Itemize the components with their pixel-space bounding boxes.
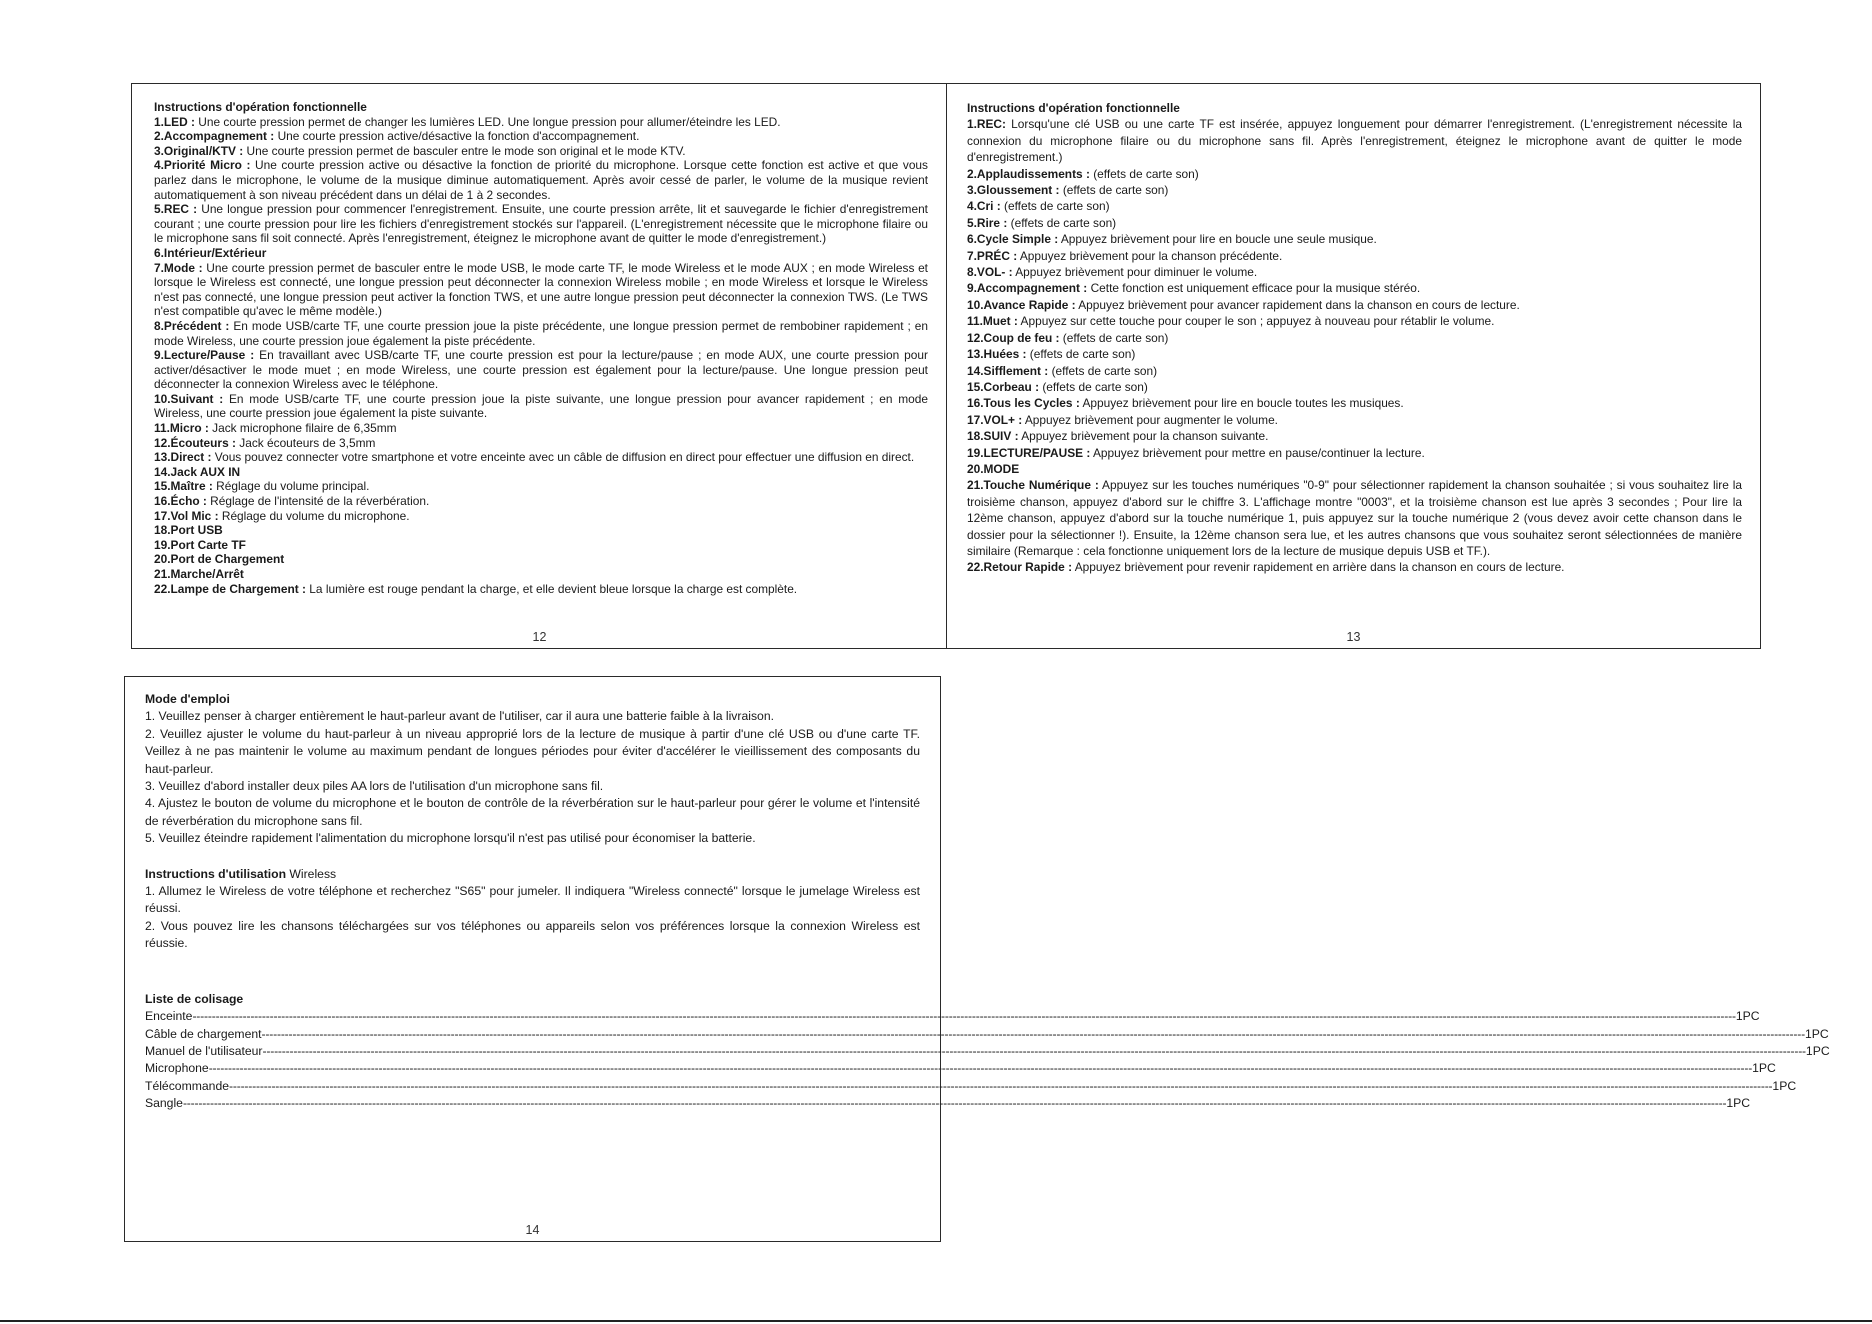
instruction-label: 12.Écouteurs : [154, 435, 236, 450]
instruction-label: 18.Port USB [154, 523, 223, 538]
instruction-item [154, 509, 928, 524]
instruction-item [154, 129, 928, 144]
packing-item-name: Manuel de l'utilisateur [145, 1043, 263, 1058]
instruction-text: (effets de carte son) [1007, 215, 1117, 230]
instruction-text: Appuyez brièvement pour revenir rapidement en arrière dans la chanson en cours de lecture. [1072, 560, 1565, 575]
packing-item-qty: 1PC [1805, 1043, 1830, 1058]
instruction-text: Appuyez brièvement pour diminuer le volume. [1012, 265, 1258, 280]
instruction-item [967, 182, 1742, 198]
instruction-item [967, 445, 1742, 461]
mode-item: 4. Ajustez le bouton de volume du microphone et le bouton de contrôle de la réverbération sur le haut-parleur pour gérer le volume et l'intensité de réverbération du microphone sans fil. [145, 796, 920, 828]
instruction-label: 16.Tous les Cycles : [967, 396, 1080, 411]
instruction-label: 11.Muet : [967, 314, 1018, 329]
instruction-label: 7.Mode : [154, 260, 203, 275]
mode-item: 5. Veuillez éteindre rapidement l'alimentation du microphone lorsqu'il n'est pas utilisé pour économiser la batterie. [145, 831, 756, 846]
instruction-label: 22.Lampe de Chargement : [154, 581, 306, 596]
instruction-item [154, 246, 928, 261]
instruction-label: 17.Vol Mic : [154, 508, 219, 523]
instruction-item [154, 158, 928, 202]
packing-item-qty: 1PC [1735, 1009, 1760, 1024]
instruction-text: En travaillant avec USB/carte TF, une courte pression est pour la lecture/pause ; en mode AUX, une courte pression pour activer/désactiver le mode muet ; en mode Wireless, une courte pression est également pour la lecture/pause. Une longue pression peut déconnecter la connexion Wireless avec le téléphone. [154, 348, 928, 392]
instruction-text: Une courte pression active/désactive la fonction d'accompagnement. [274, 129, 640, 144]
dotted-leader: ---------------------------------------------------------------------------------------------------------------------------------------------------------------------------------------------------------------------------------------------------------------------------------------------------------------------------------------------------------------------------------------------------------------- [192, 1009, 1736, 1024]
manual-page-14 [124, 676, 1830, 1242]
packing-row [145, 1095, 1751, 1112]
instruction-text: Appuyez brièvement pour augmenter le volume. [1022, 412, 1278, 427]
instruction-item [154, 552, 928, 567]
packing-heading: Liste de colisage [145, 991, 244, 1006]
instruction-item [967, 428, 1742, 444]
instruction-item [967, 395, 1742, 411]
wireless-item: 2. Vous pouvez lire les chansons téléchargées sur vos téléphones ou appareils selon vos préférences lorsque la connexion Wireless est réussie. [145, 918, 920, 951]
instruction-label: 5.REC : [154, 202, 198, 217]
instruction-label: 6.Cycle Simple : [967, 232, 1059, 247]
instruction-item [154, 465, 928, 480]
instruction-item [967, 280, 1742, 296]
instruction-text: (effets de carte son) [1089, 166, 1199, 181]
page-13-content [967, 100, 1742, 576]
instruction-item [154, 202, 928, 246]
instruction-item [967, 346, 1742, 362]
instruction-item [967, 297, 1742, 313]
instruction-text: (effets de carte son) [1059, 183, 1169, 198]
instruction-label: 9.Lecture/Pause : [154, 348, 255, 363]
instruction-item [154, 115, 928, 130]
instruction-text: (effets de carte son) [1048, 363, 1158, 378]
page-edge-line [0, 1320, 1872, 1322]
instruction-text: (effets de carte son) [1039, 379, 1148, 394]
packing-item-name: Télécommande [145, 1078, 229, 1093]
packing-item-name: Sangle [145, 1096, 183, 1111]
wireless-heading-rest: Wireless [286, 866, 337, 881]
instruction-label: 1.LED : [154, 114, 195, 129]
instruction-item [154, 436, 928, 451]
packing-row [145, 1008, 1760, 1025]
instruction-label: 5.Rire : [967, 215, 1008, 230]
instruction-text: Appuyez brièvement pour lire en boucle toutes les musiques. [1079, 396, 1404, 411]
packing-item-qty: 1PC [1772, 1078, 1797, 1093]
instruction-text: (effets de carte son) [1000, 199, 1110, 214]
instruction-text: Jack microphone filaire de 6,35mm [208, 421, 397, 436]
mode-list [145, 708, 920, 847]
instruction-text: Lorsqu'une clé USB ou une carte TF est insérée, appuyez longuement pour démarrer l'enregistrement. (L'enregistrement nécessite la connexion du microphone filaire ou du microphone sans fil. Après l'enregistrement, éteignez le microphone avant de quitter le mode d'enregistrement.) [967, 117, 1742, 165]
instruction-text: Vous pouvez connecter votre smartphone et votre enceinte avec un câble de diffusion en direct pour effectuer une diffusion en direct. [211, 450, 915, 465]
dotted-leader: ---------------------------------------------------------------------------------------------------------------------------------------------------------------------------------------------------------------------------------------------------------------------------------------------------------------------------------------------------------------------------------------------------------------- [261, 1026, 1805, 1041]
instruction-text: Réglage de l'intensité de la réverbération. [206, 494, 430, 509]
mode-heading: Mode d'emploi [145, 692, 230, 706]
instruction-item [967, 264, 1742, 280]
instruction-item [967, 248, 1742, 264]
packing-item-qty: 1PC [1726, 1096, 1751, 1111]
instruction-text: En mode USB/carte TF, une courte pression joue la piste suivante, une longue pression pour avancer rapidement ; en mode Wireless, une courte pression joue également la piste suivante. [154, 391, 928, 421]
dotted-leader: ---------------------------------------------------------------------------------------------------------------------------------------------------------------------------------------------------------------------------------------------------------------------------------------------------------------------------------------------------------------------------------------------------------------- [262, 1043, 1806, 1058]
instruction-label: 7.PRÉC : [967, 248, 1018, 263]
instruction-item [967, 198, 1742, 214]
instruction-text: Appuyez brièvement pour la chanson précédente. [1017, 248, 1283, 263]
page-number: 13 [1346, 630, 1361, 644]
instruction-text: Appuyez brièvement pour la chanson suivante. [1018, 429, 1269, 444]
instruction-item [154, 319, 928, 348]
instruction-item [154, 450, 928, 465]
packing-row [145, 1060, 1776, 1077]
packing-row [145, 1026, 1829, 1043]
section-heading: Instructions d'opération fonctionnelle [967, 101, 1180, 115]
instruction-label: 12.Coup de feu : [967, 330, 1060, 345]
instruction-label: 10.Avance Rapide : [967, 297, 1076, 312]
instruction-item [967, 412, 1742, 428]
instruction-text: Une courte pression active ou désactive la fonction de priorité du microphone. Lorsque cette fonction est active et que vous parlez dans le microphone, le volume de la musique diminue automatiquement. Après avoir cessé de parler, le volume de la musique revient automatiquement à son niveau précédent dans un délai de 1 à 2 secondes. [154, 158, 928, 202]
instruction-item [154, 348, 928, 392]
instruction-item [154, 392, 928, 421]
instruction-label: 22.Retour Rapide : [967, 560, 1073, 575]
instruction-text: Appuyez brièvement pour lire en boucle une seule musique. [1058, 232, 1377, 247]
page-number: 14 [525, 1223, 540, 1237]
instruction-text: Une longue pression pour commencer l'enregistrement. Ensuite, une courte pression arrête, lit et sauvegarde le fichier d'enregistrement courant ; une courte pression pour lire les fichiers d'enregistrement stockés sur l'appareil. (L'enregistrement nécessite que le microphone filaire ou le microphone sans fil soit connecté. Après l'enregistrement, éteignez le microphone avant de quitter le mode d'enregistrement.) [154, 202, 928, 246]
instruction-label: 19.Port Carte TF [154, 537, 246, 552]
section-heading: Instructions d'opération fonctionnelle [154, 100, 367, 114]
page-14-content [145, 691, 1830, 1113]
instruction-label: 15.Maître : [154, 479, 213, 494]
instruction-item [967, 477, 1742, 559]
instruction-item [967, 215, 1742, 231]
instruction-item [967, 231, 1742, 247]
instruction-text: Une courte pression permet de changer les lumières LED. Une longue pression pour allumer/éteindre les LED. [194, 114, 781, 129]
instruction-label: 2.Accompagnement : [154, 129, 275, 144]
instruction-text: Une courte pression permet de basculer entre le mode son original et le mode KTV. [243, 143, 686, 158]
instruction-item [967, 379, 1742, 395]
instruction-label: 11.Micro : [154, 421, 209, 436]
spacer [145, 953, 920, 991]
packing-item-qty: 1PC [1804, 1026, 1829, 1041]
manual-page-13 [946, 83, 1761, 649]
instruction-label: 4.Cri : [967, 199, 1001, 214]
page-number: 12 [532, 630, 547, 644]
wireless-list [145, 883, 920, 953]
wireless-heading-bold: Instructions d'utilisation [145, 866, 287, 881]
instruction-label: 8.Précédent : [154, 318, 230, 333]
instruction-item [154, 494, 928, 509]
instruction-label: 21.Marche/Arrêt [154, 567, 244, 581]
instruction-text: Cette fonction est uniquement efficace pour la musique stéréo. [1087, 281, 1421, 296]
instruction-label: 16.Écho : [154, 494, 207, 509]
mode-item: 1. Veuillez penser à charger entièrement le haut-parleur avant de l'utiliser, car il aura une batterie faible à la livraison. [145, 709, 774, 724]
packing-item-qty: 1PC [1752, 1061, 1776, 1076]
dotted-leader: ---------------------------------------------------------------------------------------------------------------------------------------------------------------------------------------------------------------------------------------------------------------------------------------------------------------------------------------------------------------------------------------------------------------- [229, 1078, 1773, 1093]
instruction-item [967, 116, 1742, 165]
instruction-text: Réglage du volume principal. [212, 479, 370, 494]
instruction-item [154, 144, 928, 159]
packing-row [145, 1078, 1797, 1095]
instruction-text: (effets de carte son) [1059, 330, 1169, 345]
instruction-item [154, 538, 928, 553]
packing-row [145, 1043, 1830, 1060]
spacer [145, 848, 920, 866]
packing-item-name: Microphone [145, 1061, 209, 1076]
mode-item: 2. Veuillez ajuster le volume du haut-parleur à un niveau approprié lors de la lecture de musique à partir d'une clé USB ou d'une carte TF. Veillez à ne pas maintenir le volume au maximum pendant de longues périodes pour éviter d'accélérer le vieillissement des composants du haut-parleur. [145, 726, 920, 776]
instruction-label: 17.VOL+ : [967, 412, 1023, 427]
instruction-item [154, 582, 928, 597]
instruction-item [154, 567, 928, 582]
packing-list [145, 1008, 1830, 1112]
instruction-text: Appuyez brièvement pour avancer rapidement dans la chanson en cours de lecture. [1075, 297, 1520, 312]
instruction-text: Réglage du volume du microphone. [218, 508, 410, 523]
instruction-text: En mode USB/carte TF, une courte pression joue la piste précédente, une longue pression permet de rembobiner rapidement ; en mode Wireless, une courte pression joue également la piste précédente. [154, 318, 928, 348]
dotted-leader: ---------------------------------------------------------------------------------------------------------------------------------------------------------------------------------------------------------------------------------------------------------------------------------------------------------------------------------------------------------------------------------------------------------------- [182, 1096, 1727, 1111]
packing-item-name: Câble de chargement [145, 1026, 262, 1041]
instruction-item [967, 363, 1742, 379]
instruction-label: 8.VOL- : [967, 265, 1013, 280]
instruction-label: 20.Port de Chargement [154, 552, 285, 567]
instruction-label: 4.Priorité Micro : [154, 158, 251, 173]
instruction-label: 13.Huées : [967, 347, 1027, 362]
mode-item: 3. Veuillez d'abord installer deux piles AA lors de l'utilisation d'un microphone sans fil. [145, 779, 604, 794]
instruction-text: La lumière est rouge pendant la charge, et elle devient bleue lorsque la charge est complète. [305, 581, 798, 596]
instruction-label: 15.Corbeau : [967, 379, 1040, 394]
instruction-label: 19.LECTURE/PAUSE : [967, 445, 1091, 460]
instruction-item [967, 559, 1742, 575]
instruction-text: Jack écouteurs de 3,5mm [235, 435, 376, 450]
instruction-label: 21.Touche Numérique : [967, 478, 1099, 493]
instruction-label: 3.Gloussement : [967, 183, 1060, 198]
instruction-item [154, 421, 928, 436]
packing-item-name: Enceinte [145, 1009, 193, 1024]
instruction-item [154, 261, 928, 319]
instruction-item [154, 479, 928, 494]
instruction-item [967, 330, 1742, 346]
instruction-text: Une courte pression permet de basculer entre le mode USB, le mode carte TF, le mode Wireless et le mode AUX ; en mode Wireless et lorsque le Wireless est connecté, une longue pression peut déconnecter la connexion Wireless mobile ; en mode Wireless et lorsque le Wireless n'est pas connecté, une longue pression peut activer la fonction TWS, et une autre longue pression peut déconnecter la connexion TWS. (Le TWS n'est compatible qu'avec le même modèle.) [154, 260, 928, 319]
instruction-label: 2.Applaudissements : [967, 166, 1090, 181]
wireless-item: 1. Allumez le Wireless de votre téléphone et recherchez "S65" pour jumeler. Il indiquera "Wireless connecté" lorsque le jumelage Wireless est réussi. [145, 884, 920, 916]
dotted-leader: ---------------------------------------------------------------------------------------------------------------------------------------------------------------------------------------------------------------------------------------------------------------------------------------------------------------------------------------------------------------------------------------------------------------- [208, 1061, 1753, 1076]
instruction-text: Appuyez sur les touches numériques "0-9" pour sélectionner rapidement la chanson souhaitée ; si vous souhaitez lire la troisième chanson, appuyez d'abord sur le chiffre 3. L'affichage montre "0003", et la troisième chanson est lue après 3 secondes ; Pour lire la 12ème chanson, appuyez d'abord sur la touche numérique 1, puis appuyez sur la touche numérique 2 (vous devez avoir cette chanson dans le dossier pour la sélectionner !). Ensuite, la 12ème chanson sera lue, et les autres chansons que vous souhaitez seront sélectionnées de manière similaire (Remarque : cela fonctionne uniquement lors de la lecture de musique depuis USB et TF.). [967, 478, 1743, 558]
instruction-text: Appuyez sur cette touche pour couper le son ; appuyez à nouveau pour rétablir le volume. [1017, 314, 1495, 329]
instruction-list [154, 115, 928, 597]
instruction-item [967, 461, 1742, 477]
instruction-label: 9.Accompagnement : [967, 281, 1088, 296]
instruction-label: 14.Sifflement : [967, 363, 1049, 378]
instruction-text: Appuyez brièvement pour mettre en pause/continuer la lecture. [1090, 445, 1425, 460]
instruction-label: 20.MODE [967, 461, 1020, 476]
instruction-label: 10.Suivant : [154, 391, 224, 406]
instruction-label: 18.SUIV : [967, 429, 1019, 444]
page-12-content [154, 100, 928, 596]
instruction-label: 13.Direct : [154, 450, 212, 465]
instruction-text: (effets de carte son) [1026, 347, 1136, 362]
manual-page-12 [131, 83, 948, 649]
instruction-list [967, 116, 1742, 575]
instruction-label: 3.Original/KTV : [154, 143, 244, 158]
instruction-item [967, 313, 1742, 329]
instruction-label: 1.REC: [967, 117, 1006, 132]
instruction-label: 14.Jack AUX IN [154, 464, 241, 479]
wireless-heading [145, 866, 920, 883]
instruction-item [154, 523, 928, 538]
instruction-item [967, 166, 1742, 182]
instruction-label: 6.Intérieur/Extérieur [154, 245, 267, 260]
